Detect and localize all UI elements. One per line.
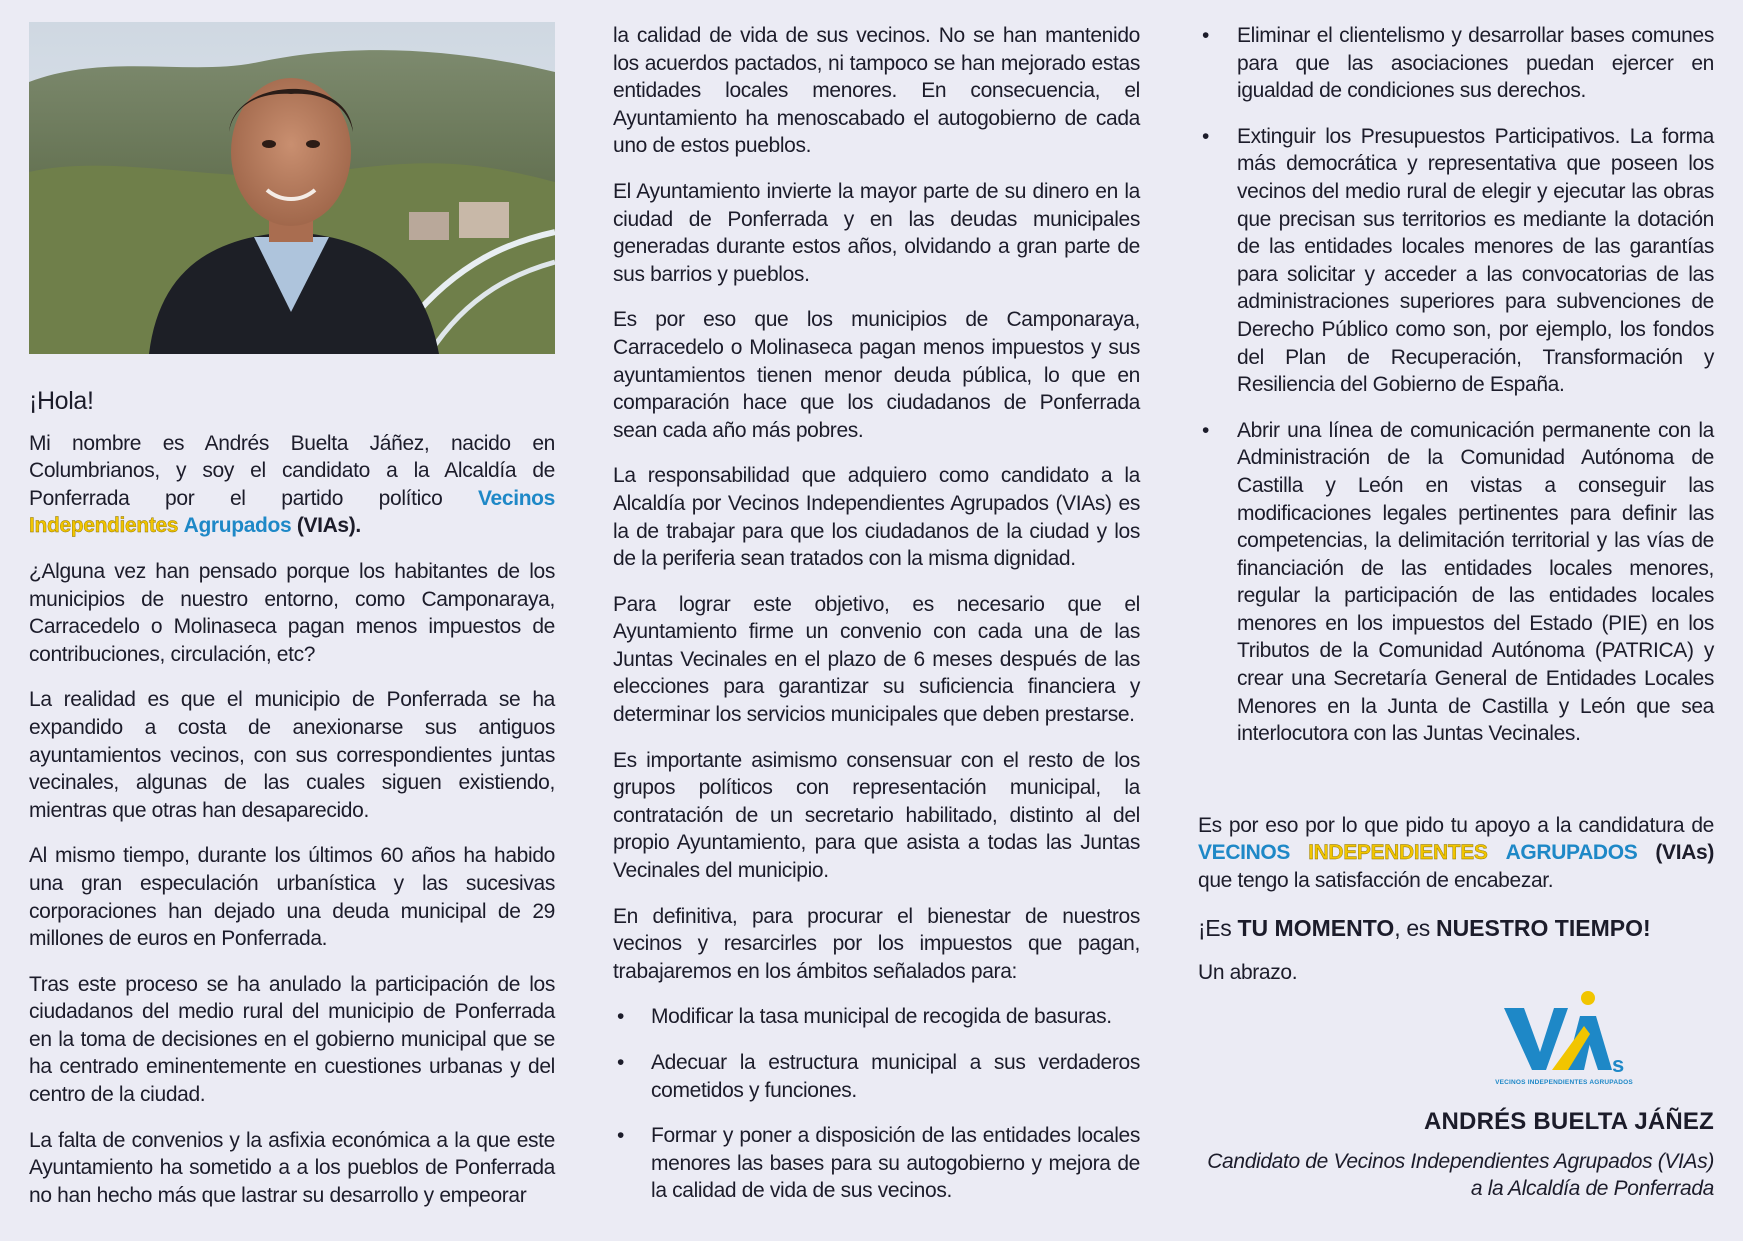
brand-word-vecinos: VECINOS	[1198, 841, 1291, 865]
paragraph: La responsabilidad que adquiero como candidato a la Alcaldía por Vecinos Independientes Agrupados (VIAs) es la de trabajar para que los ciudadanos de la ciudad y los de la periferia sean tratados con la misma dignidad.	[613, 464, 1140, 571]
vias-logo-icon	[1484, 986, 1644, 1078]
slogan	[1198, 913, 1714, 943]
paragraph: Al mismo tiempo, durante los últimos 60 años ha habido una gran especulación urbanística y las sucesivas corporaciones han dejado una deuda municipal de 29 millones de euros en Ponferrada.	[29, 844, 555, 951]
list-item-text: Formar y poner a disposición de las entidades locales menores las bases para su autogobierno y mejora de la calidad de vida de sus vecinos.	[651, 1124, 1140, 1203]
signature-role-line2: a la Alcaldía de Ponferrada	[1470, 1176, 1714, 1200]
brand-abbr: (VIAs).	[296, 514, 361, 538]
logo-caption	[1484, 1079, 1644, 1086]
brand-word-agrupados: Agrupados	[183, 514, 292, 538]
list-item-text: Eliminar el clientelismo y desarrollar bases comunes para que las asociaciones puedan ejercer en igualdad de condiciones sus derechos.	[1237, 24, 1714, 103]
list-item-text: Extinguir los Presupuestos Participativos. La forma más democrática y representativa que poseen los vecinos del medio rural de elegir y ejecutar las obras que precisan sus territorios es mediante la dotación de las entidades locales menores de las garantías para solicitar y acceder a las convocatorias de las administraciones superiores para subvenciones de Derecho Público como son, por ejemplo, los fondos del Plan de Recuperación, Transformación y Resiliencia del Gobierno de España.	[1237, 124, 1714, 397]
paragraph: la calidad de vida de sus vecinos. No se han mantenido los acuerdos pactados, ni tampoco se han mejorado estas entidades locales menores. En consecuencia, el Ayuntamiento ha menoscabado el autogobierno de cada uno de estos pueblos.	[613, 24, 1140, 158]
brand-word-independientes: INDEPENDIENTES	[1308, 841, 1488, 865]
brand-word-independientes: Independientes	[29, 514, 179, 538]
paragraph: Tras este proceso se ha anulado la participación de los ciudadanos del medio rural del municipio de Ponferrada en la toma de decisiones en el gobierno municipal que se ha centrado eminentemente en cuestiones urbanas y del centro de la ciudad.	[29, 972, 555, 1107]
paragraph: La falta de convenios y la asfixia económica a la que este Ayuntamiento ha sometido a a los pueblos de Ponferrada no han hecho más que lastrar su desarrollo y empeorar	[29, 1128, 555, 1207]
paragraph: Es por eso que los municipios de Camponaraya, Carracedelo o Molinaseca pagan menos impuestos y sus ayuntamientos tienen menor deuda pública, lo que en comparación hace que los ciudadanos de Ponferrada sean cada año más pobres.	[613, 308, 1140, 442]
slogan-tu-momento: TU MOMENTO	[1237, 914, 1395, 941]
bullet-icon: •	[617, 1051, 625, 1074]
brand-word-agrupados: AGRUPADOS	[1505, 841, 1638, 865]
slogan-part: , es	[1394, 914, 1430, 941]
list-item	[1198, 417, 1714, 748]
bullet-list	[613, 1003, 1140, 1205]
bullet-icon: •	[617, 1124, 625, 1148]
list-item	[613, 1122, 1140, 1205]
candidate-photo	[29, 22, 555, 354]
paragraph: La realidad es que el municipio de Ponferrada se ha expandido a costa de anexionarse sus antiguos ayuntamientos vecinos, con sus correspondientes juntas vecinales, algunas de las cuales siguen existiendo, mientras que otras han desaparecido.	[29, 688, 555, 822]
list-item-text: Modificar la tasa municipal de recogida de basuras.	[651, 1005, 1112, 1029]
slogan-part: ¡Es	[1198, 914, 1232, 941]
list-item	[1198, 123, 1714, 399]
bullet-icon: •	[1202, 24, 1210, 47]
logo-caption-text: VECINOS INDEPENDIENTES AGRUPADOS	[1495, 1079, 1633, 1087]
bullet-list	[1198, 22, 1714, 748]
list-item	[613, 1003, 1140, 1031]
slogan-nuestro-tiempo: NUESTRO TIEMPO!	[1435, 914, 1651, 941]
paragraph: Para lograr este objetivo, es necesario que el Ayuntamiento firme un convenio con cada una de las Juntas Vecinales en el plazo de 6 meses después de las elecciones para garantizar su suficiencia financiera y determinar los servicios municipales que deben prestarse.	[613, 592, 1140, 727]
list-item-text: Adecuar la estructura municipal a sus verdaderos cometidos y funciones.	[651, 1051, 1140, 1102]
closing: Un abrazo.	[1198, 960, 1298, 984]
column-2	[613, 22, 1140, 1223]
intro-text: Mi nombre es Andrés Buelta Jáñez, nacido en Columbrianos, y soy el candidato a la Alcaldía de Ponferrada por el partido político	[29, 431, 555, 510]
paragraph: En definitiva, para procurar el bienestar de nuestros vecinos y resarcirles por los impuestos que pagan, trabajaremos en los ámbitos señalados para:	[613, 904, 1140, 983]
bullet-icon: •	[1202, 418, 1210, 442]
list-item	[613, 1049, 1140, 1104]
logo-wrap	[1198, 986, 1714, 1086]
support-suffix: que tengo la satisfacción de encabezar.	[1198, 869, 1554, 893]
support-text: Es por eso por lo que pido tu apoyo a la candidatura de	[1198, 813, 1714, 837]
column-1	[29, 22, 555, 1227]
signature-name: ANDRÉS BUELTA JÁÑEZ	[1423, 1108, 1714, 1136]
bullet-icon: •	[1202, 124, 1210, 148]
bullet-icon: •	[617, 1005, 625, 1029]
paragraph: Es importante asimismo consensuar con el resto de los grupos políticos con representación municipal, la contratación de un secretario habilitado, distinto al del propio Ayuntamiento, para que asista a todas las Juntas Vecinales del municipio.	[613, 748, 1140, 883]
paragraph: ¿Alguna vez han pensado porque los habitantes de los municipios de nuestro entorno, como Camponaraya, Carracedelo o Molinaseca pagan menos impuestos de contribuciones, circulación, etc?	[29, 559, 555, 666]
list-item	[1198, 22, 1714, 105]
brand-word-vecinos: Vecinos	[478, 486, 555, 510]
column-3	[1198, 22, 1714, 1202]
brand-abbr: (VIAs)	[1655, 841, 1714, 865]
intro-paragraph	[29, 430, 555, 540]
paragraph: El Ayuntamiento invierte la mayor parte de su dinero en la ciudad de Ponferrada y en las deudas municipales generadas durante estos años, olvidando a gran parte de sus barrios y pueblos.	[613, 179, 1140, 286]
vias-logo	[1484, 986, 1644, 1086]
svg-text:s: s	[1612, 1052, 1625, 1078]
signature-role-line1: Candidato de Vecinos Independientes Agrupados (VIAs)	[1207, 1149, 1714, 1173]
greeting: ¡Hola!	[29, 387, 94, 415]
list-item-text: Abrir una línea de comunicación permanente con la Administración de la Comunidad Autónoma de Castilla y León en vistas a conseguir las modificaciones legales pertinentes para definir las competencias, la delimitación territorial y las vías de financiación de las entidades locales menores, regular la participación de las entidades locales menores en los impuestos del Estado (PIE) en los Tributos de la Comunidad Autónoma (PATRICA) y crear una Secretaría General de Entidades Locales Menores en la Junta de Castilla y León que sea interlocutora con las Juntas Vecinales.	[1237, 418, 1714, 746]
support-paragraph	[1198, 812, 1714, 895]
